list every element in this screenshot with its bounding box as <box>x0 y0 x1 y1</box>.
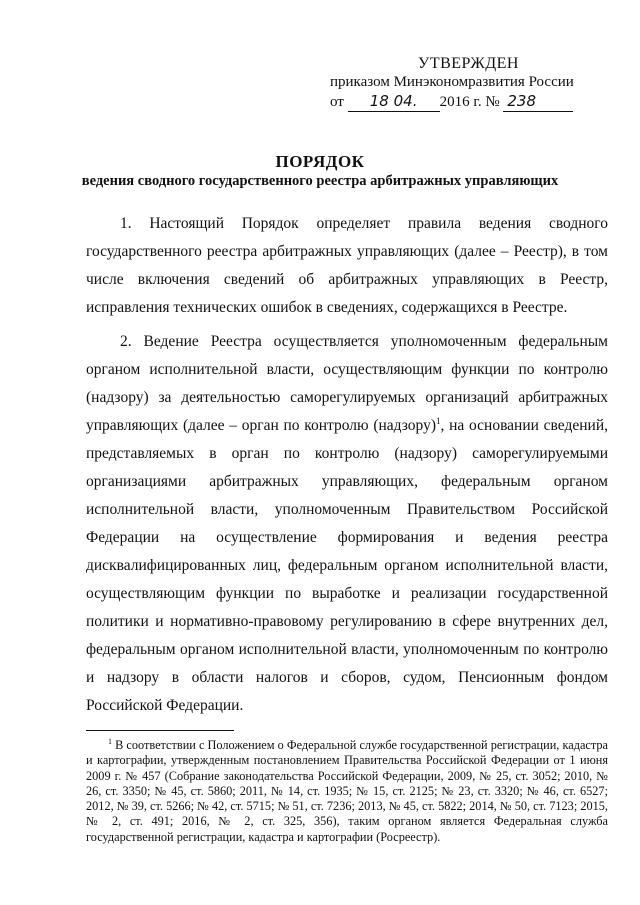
paragraph-2-text-after: , на основании сведений, представляемых в орган по контролю (надзору) саморегулируемыми организациями арбитражных управляющих, федеральным органом исполнительной власти, уполномоченным Правительством Российской Федерации на осуществление формирования и ведения реестра дисквалифицированных лиц, федеральным органом исполнительной власти, осуществляющим функции по выработке и реализации государственной политики и нормативно-правовому регулированию в сфере внутренних дел, федеральным органом исполнительной власти, уполномоченным по контролю и надзору в области налогов и сборов, судом, Пенсионным фондом Российской Федерации. <box>86 417 608 714</box>
approval-block <box>330 54 620 112</box>
paragraph-2-text-before: 2. Ведение Реестра осуществляется уполномоченным федеральным органом исполнительной власти, осуществляющим функции по контролю (надзору) за деятельностью саморегулируемых организаций арбитражных управляющих (далее – орган по контролю (надзору) <box>86 333 608 434</box>
approval-prefix: от <box>330 94 344 110</box>
document-subtitle: ведения сводного государственного реестра арбитражных управляющих <box>81 173 559 189</box>
approval-year: 2016 г. № <box>439 94 500 110</box>
document-body <box>86 210 608 726</box>
paragraph-1: 1. Настоящий Порядок определяет правила ведения сводного государственного реестра арбитражных управляющих (далее – Реестр), в том числе включения сведений об арбитражных управляющих в Реестр, исправления технических ошибок в сведениях, содержащихся в Реестре. <box>86 215 608 316</box>
approval-date-line <box>330 92 620 112</box>
approval-title: УТВЕРЖДЕН <box>418 55 519 72</box>
approval-order-line: приказом Минэкономразвития России <box>330 74 574 90</box>
footnote-text: В соответствии с Положением о Федеральной службе государственной регистрации, кадастра и картографии, утвержденным постановлением Правительства Российской Федерации от 1 июня 2009 г. № 457 (Собрание законодательства Российской Федерации, 2009, № 25, ст. 3052; 2010, № 26, ст. 3350; № 45, ст. 5860; 2011, № 14, ст. 1935; № 15, ст. 2125; № 23, ст. 3320; № 46, ст. 6527; 2012, № 39, ст. 5266; № 42, ст. 5715; № 51, ст. 7236; 2013, № 45, ст. 5822; 2014, № 50, ст. 7123; 2015, № 2, ст. 491; 2016, № 2, ст. 325, 356), таким органом является Федеральная служба государственной регистрации, кадастра и картографии (Росреестр). <box>86 738 608 844</box>
footnote-marker: 1 <box>108 736 112 746</box>
approval-number-handwritten: 238 <box>503 92 573 112</box>
footnote-divider <box>86 730 234 731</box>
footnote-reference[interactable]: 1 <box>436 415 441 426</box>
paragraph-2 <box>86 328 608 720</box>
footnote <box>86 738 608 845</box>
document-title: ПОРЯДОК <box>275 152 365 171</box>
approval-date-handwritten: 18 04. <box>348 92 440 112</box>
